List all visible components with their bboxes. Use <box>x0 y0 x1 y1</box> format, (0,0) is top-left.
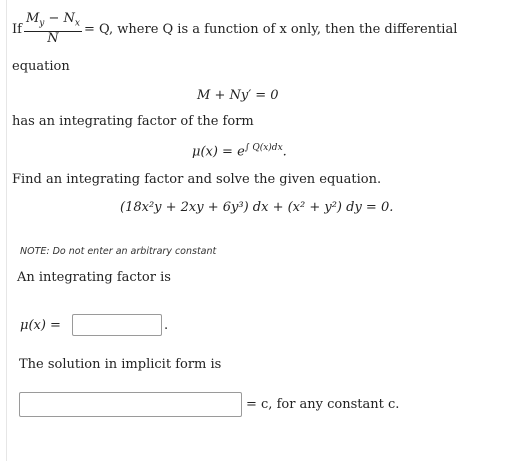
q1-suffix: . <box>164 318 169 333</box>
panel-left-border <box>6 0 7 461</box>
fraction-denominator: N <box>47 30 59 46</box>
q2-suffix: = c, for any constant c. <box>246 397 400 412</box>
fraction-numerator <box>24 12 82 32</box>
numerator-sub-y: y <box>39 18 45 29</box>
formula-exponent: ∫ Q(x)dx <box>244 143 283 153</box>
task-equation: (18x²y + 2xy + 6y³) dx + (x² + y²) dy = 0. <box>120 200 394 215</box>
intro-if: If <box>12 21 22 37</box>
numerator-sub-x: x <box>74 18 80 29</box>
numerator-m: M <box>25 11 40 27</box>
integrating-factor-formula <box>192 143 287 159</box>
intro-condition-tail: = Q, where Q is a function of x only, then the differential <box>83 21 458 37</box>
intro-equation: M + Ny′ = 0 <box>197 88 279 103</box>
condition-fraction <box>24 12 82 46</box>
task-instruction: Find an integrating factor and solve the given equation. <box>12 172 382 187</box>
formula-dot: . <box>282 144 287 160</box>
intro-condition <box>12 12 457 46</box>
q1-prefix: μ(x) = <box>20 318 61 333</box>
implicit-solution-input[interactable] <box>19 392 242 417</box>
q1-label: An integrating factor is <box>17 270 171 285</box>
integrating-factor-input[interactable] <box>72 314 162 336</box>
intro-integrating-factor-text: has an integrating factor of the form <box>12 114 254 129</box>
numerator-n: − N <box>44 11 75 27</box>
q2-label: The solution in implicit form is <box>19 357 222 372</box>
note-text: NOTE: Do not enter an arbitrary constant <box>20 246 217 257</box>
intro-line-equation-word: equation <box>12 59 70 74</box>
formula-lhs: μ(x) = e <box>192 144 245 160</box>
